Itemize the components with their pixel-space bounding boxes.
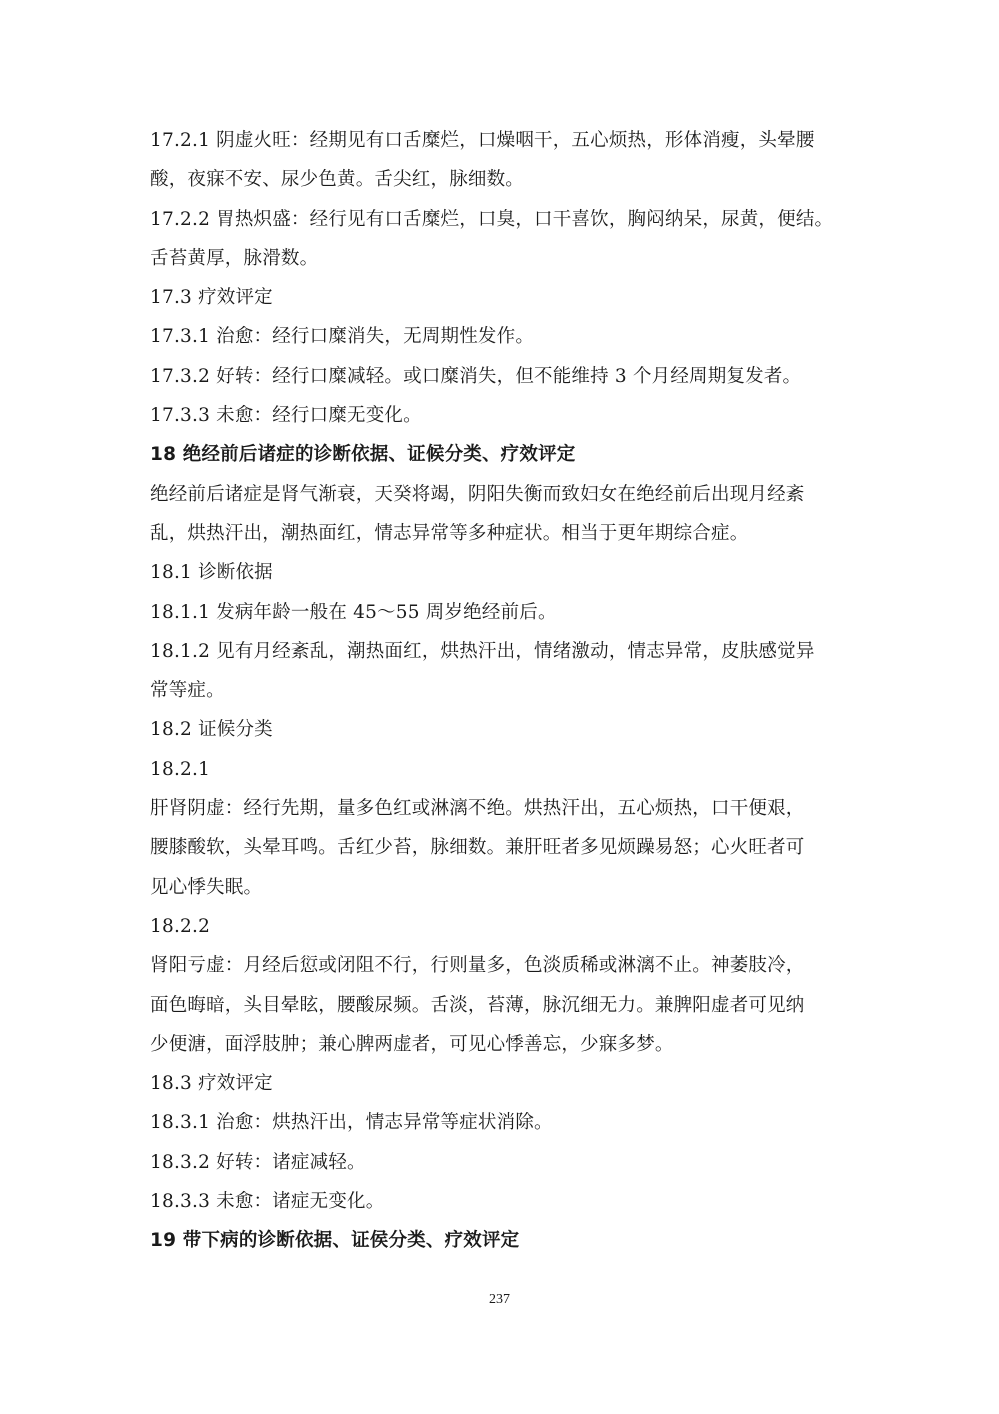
text-line: 腰膝酸软，头晕耳鸣。舌红少苔，脉细数。兼肝旺者多见烦躁易怒；心火旺者可: [150, 837, 805, 859]
text-line: 舌苔黄厚，脉滑数。: [150, 247, 319, 269]
text-line: 18.3.1 治愈：烘热汗出，情志异常等症状消除。: [150, 1112, 553, 1134]
text-line: 18.2.1: [150, 758, 211, 780]
text-line: 17.2.2 胃热炽盛：经行见有口舌糜烂，口臭，口干喜饮，胸闷纳呆，尿黄，便结。: [150, 208, 834, 230]
text-line: 18.1 诊断依据: [150, 562, 273, 584]
text-line: 少便溏，面浮肢肿；兼心脾两虚者，可见心悸善忘，少寐多梦。: [150, 1033, 674, 1055]
text-line: 绝经前后诸症是肾气渐衰，天癸将竭，阴阳失衡而致妇女在绝经前后出现月经紊: [150, 483, 805, 505]
text-line: 肾阳亏虚：月经后愆或闭阻不行，行则量多，色淡质稀或淋漓不止。神萎肢冷，: [150, 955, 805, 977]
section-heading: 18 绝经前后诸症的诊断依据、证候分类、疗效评定: [150, 444, 576, 466]
text-line: 肝肾阴虚：经行先期，量多色红或淋漓不绝。烘热汗出，五心烦热，口干便艰，: [150, 798, 805, 820]
document-body: [150, 121, 852, 1261]
text-line: 18.2.2: [150, 915, 211, 937]
text-line: 常等症。: [150, 680, 225, 702]
text-line: 18.2 证候分类: [150, 719, 273, 741]
text-line: 17.3.1 治愈：经行口糜消失，无周期性发作。: [150, 326, 535, 348]
text-line: 乱，烘热汗出，潮热面红，情志异常等多种症状。相当于更年期综合症。: [150, 522, 749, 544]
text-line: 18.1.2 见有月经紊乱，潮热面红，烘热汗出，情绪激动，情志异常，皮肤感觉异: [150, 640, 815, 662]
text-line: 18.3.3 未愈：诸症无变化。: [150, 1191, 385, 1213]
text-line: 见心悸失眠。: [150, 876, 263, 898]
text-line: 17.3.2 好转：经行口糜减轻。或口糜消失，但不能维持 3 个月经周期复发者。: [150, 365, 802, 387]
text-line: 面色晦暗，头目晕眩，腰酸尿频。舌淡，苔薄，脉沉细无力。兼脾阳虚者可见纳: [150, 994, 805, 1016]
text-line: 18.3.2 好转：诸症减轻。: [150, 1151, 366, 1173]
text-line: 18.3 疗效评定: [150, 1073, 273, 1095]
text-line: 17.2.1 阴虚火旺：经期见有口舌糜烂，口燥咽干，五心烦热，形体消瘦，头晕腰: [150, 130, 815, 151]
text-line: 17.3 疗效评定: [150, 287, 273, 309]
text-line: 酸，夜寐不安、尿少色黄。舌尖红，脉细数。: [150, 169, 525, 191]
section-heading: 19 带下病的诊断依据、证侯分类、疗效评定: [150, 1230, 520, 1252]
text-line: 18.1.1 发病年龄一般在 45～55 周岁绝经前后。: [150, 601, 557, 623]
page-number: 237: [489, 1292, 510, 1307]
text-line: 17.3.3 未愈：经行口糜无变化。: [150, 405, 422, 427]
